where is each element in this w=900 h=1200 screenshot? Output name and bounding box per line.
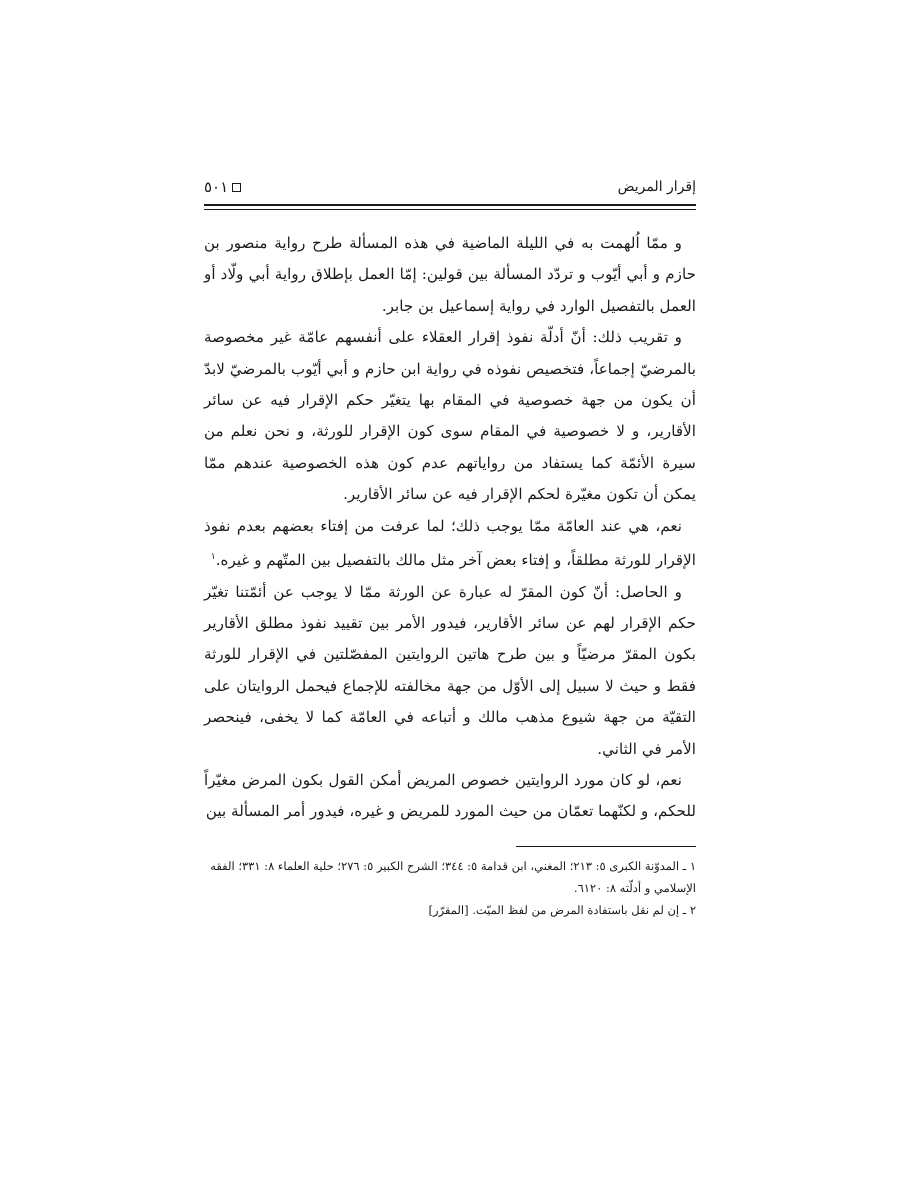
page-number: ٥٠١ [204, 178, 229, 196]
paragraph: و تقريب ذلك: أنّ أدلّة نفوذ إقرار العقلاء على أنفسهم عامّة غير مخصوصة بالمرضيّ إجماعاً، فتخصيص نفوذه في رواية ابن حازم و أبي أيّوب بالمرضيّ لابدّ أن يكون من جهة خصوصية في المقام بها يتغيّر حكم الإقرار فيه عن سائر الأقارير، و لا خصوصية في المقام سوى كون الإقرار للورثة، و نحن نعلم من سيرة الأئمّة كما يستفاد من رواياتهم عدم كون هذه الخصوصية عندهم ممّا يمكن أن تكون مغيّرة لحكم الإقرار فيه عن سائر الأقارير. [204, 328, 696, 504]
footnote: ٢ ـ إن لم نقل باستفادة المرض من لفظ الميّت. [المقرّر] [428, 902, 696, 917]
page-number-block [204, 178, 241, 196]
paragraph [204, 511, 696, 577]
book-page [204, 172, 696, 921]
paragraph-text: نعم، هي عند العامّة ممّا يوجب ذلك؛ لما عرفت من إفتاء بعضهم بعدم نفوذ الإقرار للورثة مطلقاً، و إفتاء بعض آخر مثل مالك بالتفصيل بين المتّهم و غيره. [204, 516, 696, 570]
page-header [204, 172, 696, 202]
square-icon [232, 183, 241, 192]
main-text [204, 228, 696, 828]
paragraph: و الحاصل: أنّ كون المقرّ له عبارة عن الورثة ممّا لا يوجب عن أئمّتنا‌ تغيّر حكم الإقرار لهم عن سائر الأقارير، فيدور الأمر بين تقييد نفوذ مطلق الأقارير بكون المقرّ مرضيّاً و بين طرح هاتين الروايتين المفصّلتين في الإقرار للورثة فقط و حيث لا سبيل إلى الأوّل من جهة مخالفته للإجماع فيحمل الروايتان على التقيّة من جهة شيوع مذهب مالك و أتباعه في العامّة كما لا يخفى، فينحصر الأمر في الثاني. [204, 582, 696, 758]
footnote: ١ ـ المدوّنة الكبرى ٥: ٢١٣؛ المغني، ابن قدامة ٥: ٣٤٤؛ الشرح الكبير ٥: ٢٧٦؛ حلية العلماء ٨: ٣٣١؛ الفقه الإسلامي و أدلّته ٨: ٦١٢٠. [210, 858, 696, 895]
running-title: إقرار المريض [617, 179, 696, 195]
paragraph: نعم، لو كان مورد الروايتين خصوص المريض أمكن القول بكون المرض مغيّراً للحكم، و لكنّهما تعمّان من حيث المورد للمريض و غيره، فيدور أمر المسألة بين [204, 770, 696, 821]
footnote-ref: ١ [210, 552, 216, 563]
footnote-separator [204, 846, 696, 847]
footnotes [204, 855, 696, 921]
header-rule [204, 204, 696, 210]
paragraph: و ممّا اُلهمت به في الليلة الماضية في هذه المسألة طرح رواية منصور بن حازم و أبي أيّوب و تردّد المسألة بين قولين: إمّا العمل بإطلاق رواية أبي ولّاد أو العمل بالتفصيل الوارد في رواية إسماعيل بن جابر. [204, 234, 696, 315]
